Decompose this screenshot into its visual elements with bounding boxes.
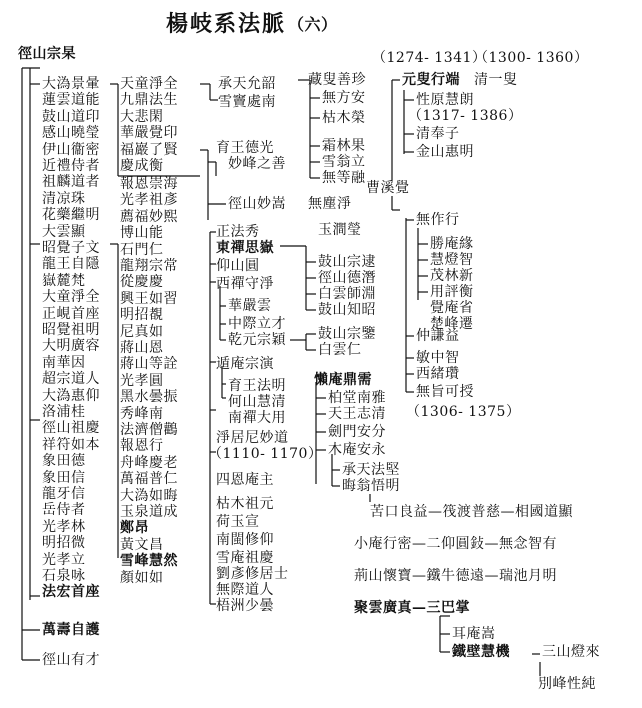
node: 無等融 (322, 170, 366, 186)
node: 大明廣容 (42, 338, 100, 355)
node: 育王德光 (216, 140, 274, 156)
node: 鼓山宗鑒 (318, 326, 376, 342)
node: 九鼎法生 (120, 92, 178, 109)
node: 承天法堅 (342, 462, 400, 478)
node: 象田德 (42, 453, 86, 470)
node: 藏叟善珍 (308, 72, 366, 88)
node: 玉澗瑩 (318, 222, 362, 238)
node: 性原慧朗 (416, 92, 474, 108)
node: 耳庵嵩 (452, 626, 496, 642)
node: 龍牙信 (42, 486, 86, 502)
node: 覺庵省 (430, 300, 474, 316)
node: 乾元宗穎 (228, 332, 286, 348)
volume-label: （六） (288, 15, 338, 34)
node: 何山慧清 (228, 394, 286, 410)
node: 金山惠明 (416, 144, 474, 160)
node: 光孝林 (42, 518, 86, 535)
page-title: 楊岐系法脈 (166, 11, 287, 37)
node: 顏如如 (120, 569, 164, 586)
node: 淨居尼妙道 (216, 430, 289, 446)
node: 洛浦桂 (42, 404, 86, 420)
node: 劍門安分 (328, 424, 386, 440)
node: 霜林果 (322, 138, 366, 154)
node: 大悲閑 (120, 108, 164, 125)
col1-bottom-2: 徑山有才 (42, 652, 100, 668)
node: 勝庵緣 (430, 236, 474, 252)
node: 敏中智 (416, 350, 460, 366)
node: 鄭昂 (120, 520, 149, 537)
node: 蔣山等詮 (120, 356, 178, 373)
node: 鼓山知昭 (318, 302, 376, 318)
node: 白雲師淵 (318, 286, 376, 302)
node: 仰山圓 (216, 258, 260, 274)
node: 承天允韶 (218, 76, 276, 92)
node: 萬福普仁 (120, 471, 178, 488)
node: 龍王自隱 (42, 256, 100, 273)
node: 興王如習 (120, 290, 178, 307)
node: 南禪大用 (228, 410, 286, 426)
node: 懶庵鼎需 (314, 372, 372, 388)
node: 尼真如 (120, 323, 164, 340)
node: 西緒瓚 (416, 366, 460, 382)
node: 報恩崇海 (120, 176, 178, 192)
node: 無作行 (416, 212, 460, 228)
node: 柏堂南雅 (328, 390, 386, 406)
node-qingyisou: 清一叟 (474, 72, 518, 88)
node-yuansou: 元叟行端 (402, 72, 460, 88)
node: 大溈景暈 (42, 76, 100, 92)
node: 秀峰南 (120, 405, 164, 422)
date-1300: （1300- 1360） (474, 50, 589, 66)
date-1317: （1317- 1386） (408, 108, 523, 124)
node: 白雲仁 (318, 342, 362, 358)
node: 明招覩 (120, 307, 164, 324)
chain-1: 苦口良益—筏渡普慈—相國道顯 (370, 504, 573, 520)
node: 仲謙益 (416, 328, 460, 344)
node: 祥符如本 (42, 436, 100, 453)
node: 光孝立 (42, 551, 86, 568)
node: 三山燈來 (542, 644, 600, 660)
node: 雪峰慧然 (120, 553, 178, 570)
node: 徑山妙嵩 (228, 196, 286, 212)
node: 雪翁立 (322, 154, 366, 170)
node: 無旨可授 (416, 384, 474, 400)
root-node: 徑山宗杲 (18, 46, 76, 62)
node: 舟峰慶老 (120, 454, 178, 471)
date-1306: （1306- 1375） (406, 404, 521, 420)
node: 中際立才 (228, 316, 286, 332)
node: 枯木祖元 (216, 496, 274, 512)
node: 鐵壁慧機 (452, 644, 510, 660)
chain-4: 聚雲廣真—三巴掌 (354, 600, 470, 616)
node: 徑山德潛 (318, 270, 376, 286)
node: 昭覺子文 (42, 240, 100, 256)
node: 龍翔宗常 (120, 258, 178, 274)
chain-2: 小庵行密—二仰圓鈙—無念智有 (354, 536, 557, 552)
node: 劉彥修居士 (216, 566, 289, 582)
node: 大雲顯 (42, 223, 86, 240)
node: 華嚴雲 (228, 298, 272, 314)
node: 博山能 (120, 225, 164, 242)
date-1274: （1274- 1341） (372, 50, 487, 66)
node: 西禪守淨 (216, 276, 274, 292)
node: 清凉珠 (42, 190, 86, 207)
node: 雪竇處南 (218, 94, 276, 110)
node: 嶽麓梵 (42, 272, 86, 289)
node: 大童淨全 (42, 289, 100, 306)
node: 天童淨全 (120, 76, 178, 92)
node: 黑水曇振 (120, 389, 178, 406)
node: 花藥繼明 (42, 207, 100, 224)
node: 曹溪覺 (366, 180, 410, 196)
node: 光孝圓 (120, 372, 164, 389)
node: 感山曉瑩 (42, 125, 100, 142)
node: 大溈惠仰 (42, 387, 100, 404)
node: 福巖了賢 (120, 141, 178, 158)
node: 黃文昌 (120, 536, 164, 553)
node: 育王法明 (228, 378, 286, 394)
col1-bottom-1: 萬壽自護 (42, 622, 100, 638)
node: 大溈如晦 (120, 487, 178, 504)
node: 蔣山恩 (120, 340, 164, 356)
node: 蓮雲道能 (42, 92, 100, 109)
node: 妙峰之善 (228, 156, 286, 172)
node: 玉泉道成 (120, 504, 178, 520)
node: 昭覺祖明 (42, 322, 100, 338)
node: 木庵安永 (328, 442, 386, 458)
node: 慶成衡 (120, 158, 164, 174)
node: 雪庵祖慶 (216, 550, 274, 566)
node: 枯木榮 (322, 110, 366, 126)
node: 無方安 (322, 90, 366, 106)
node: 徑山祖慶 (42, 420, 100, 437)
node: 鼓山宗逮 (318, 254, 376, 270)
node: 南閩修仰 (216, 532, 274, 548)
node: 東禪思嶽 (216, 240, 274, 256)
node: 祖麟道者 (42, 174, 100, 191)
node: 明招微 (42, 535, 86, 552)
node: 南華因 (42, 354, 86, 371)
node: 法宏首座 (42, 584, 100, 601)
node: 石門仁 (120, 241, 164, 258)
chain-3: 荊山懷寶—鐵牛德遠—瑞池月明 (354, 568, 557, 584)
node: 象田信 (42, 469, 86, 486)
node: 別峰性純 (538, 676, 596, 692)
node: 清奉子 (416, 126, 460, 142)
node: 茂林新 (430, 268, 474, 284)
node: 光孝祖彥 (120, 192, 178, 209)
node: 四恩庵主 (216, 472, 274, 488)
node: 慧燈智 (430, 252, 474, 268)
date-1110: （1110- 1170） (208, 446, 323, 462)
node: 法濟僧鸛 (120, 422, 178, 438)
node: 正峴首座 (42, 305, 100, 322)
node: 岳侍者 (42, 502, 86, 519)
node: 薦福妙熙 (120, 208, 178, 225)
node: 華嚴覺印 (120, 125, 178, 142)
node: 荷玉宣 (216, 514, 260, 530)
node: 鼓山道印 (42, 108, 100, 125)
node: 梧洲少曇 (216, 598, 274, 614)
node: 石泉咏 (42, 568, 86, 584)
node: 正法秀 (216, 224, 260, 240)
node: 報恩行 (120, 438, 164, 455)
node: 伊山衞密 (42, 141, 100, 158)
node: 無塵淨 (308, 196, 352, 212)
node: 天王志清 (328, 406, 386, 422)
node: 遁庵宗演 (216, 356, 274, 372)
node: 近禮侍者 (42, 158, 100, 174)
node: 用評衡 (430, 284, 474, 300)
node: 楚峰遷 (430, 316, 474, 332)
node: 超宗道人 (42, 371, 100, 388)
node: 從慶慶 (120, 274, 164, 291)
node: 晦翁悟明 (342, 478, 400, 494)
node: 無際道人 (216, 582, 274, 598)
